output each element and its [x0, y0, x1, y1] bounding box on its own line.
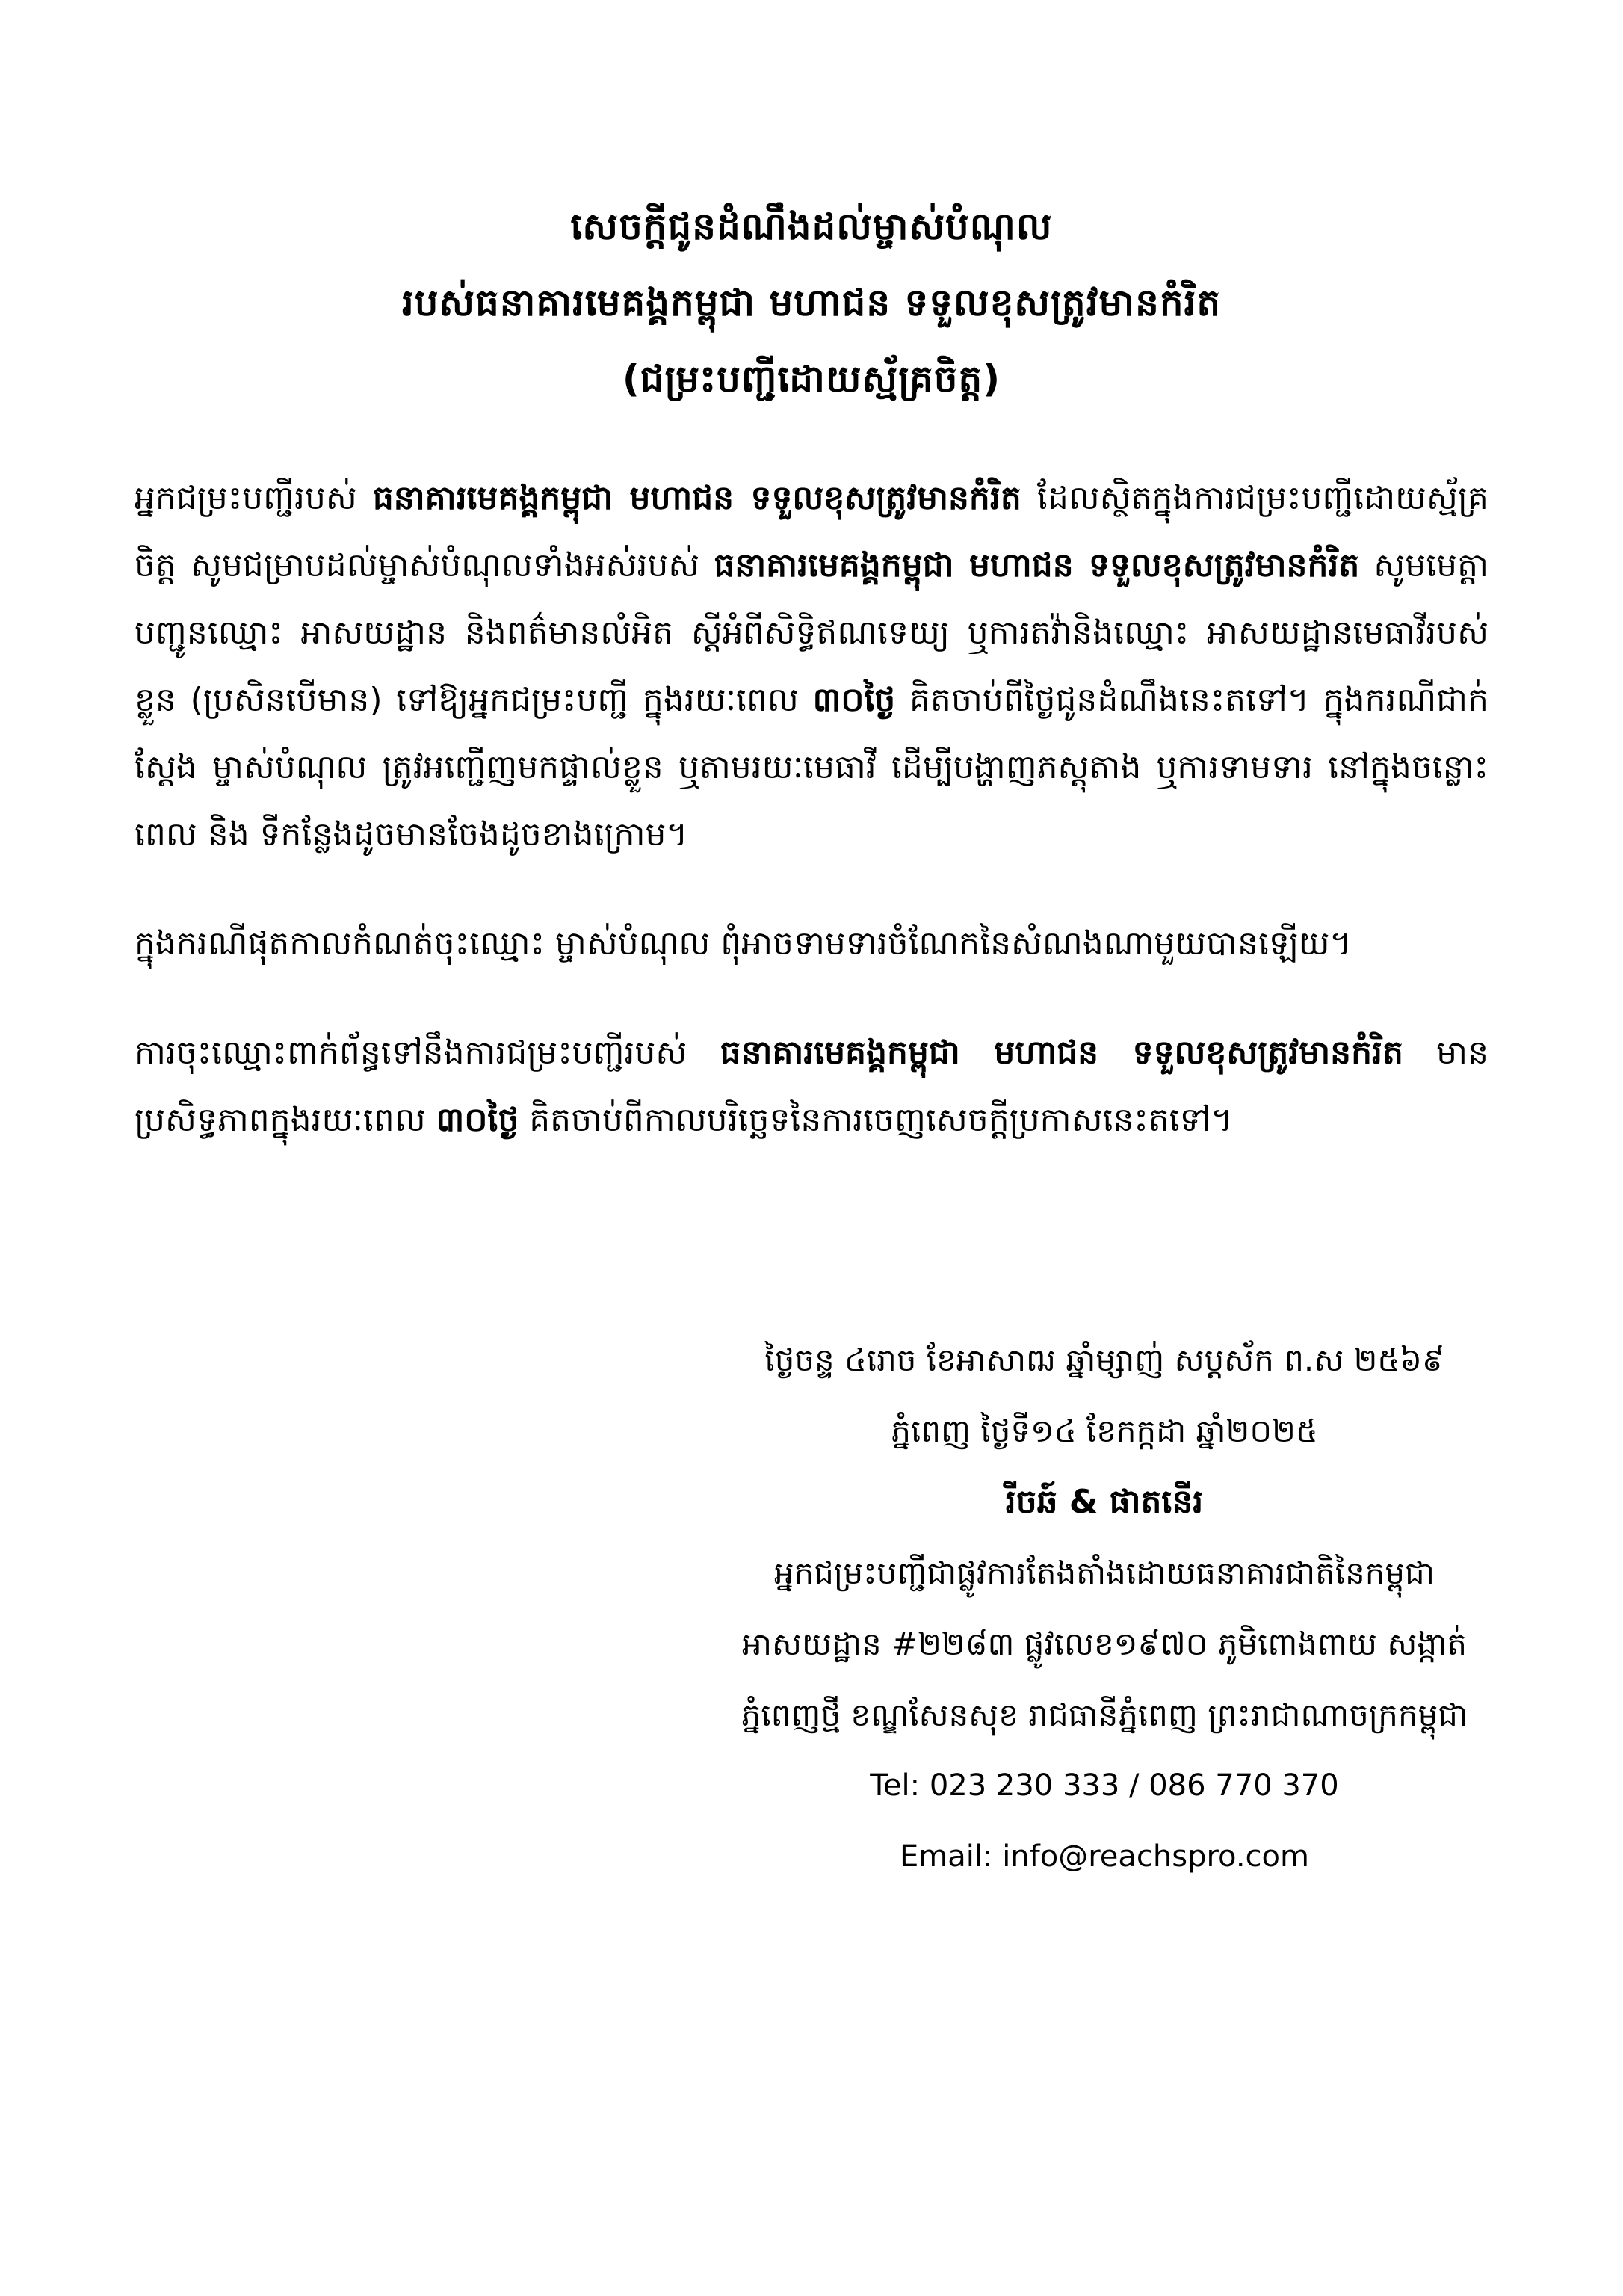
bold-text-segment: ធនាគារមេគង្គកម្ពុជា មហាជន ទទួលខុសត្រូវមានកំរិត	[720, 1034, 1403, 1072]
text-segment: សូមមេត្តាបញ្ជូនឈ្មោះ អាសយដ្ឋាន និងពត៌មានលំអិត ស្តីអំពីសិទ្ធិឥណទេយ្យ ឬការតវ៉ានិងឈ្មោះ អាសយដ្ឋានមេធាវីរបស់ខ្លួន (ប្រសិនបើមាន) ទៅឱ្យអ្នកជម្រះបញ្ជី ក្នុងរយៈពេល	[135, 546, 1488, 719]
text-segment: ដែលស្ថិតក្នុងការជម្រះបញ្ជីដោយស្ម័គ្រចិត្ត សូមជម្រាបដល់ម្ចាស់បំណុលទាំងអស់របស់	[135, 479, 1488, 584]
text-segment: អ្នកជម្រះបញ្ជីរបស់	[135, 479, 373, 517]
telephone-line: Tel: 023 230 333 / 086 770 370	[870, 1768, 1339, 1803]
paragraph-registration-validity	[135, 1019, 1488, 1154]
text-segment: គិតចាប់ពីថ្ងៃជូនដំណឹងនេះតទៅ។ ក្នុងករណីជាក់ស្តែង ម្ចាស់បំណុល ត្រូវអញ្ជើញមកផ្ទាល់ខ្លួន ឬតាមរយៈមេធាវី ដើម្បីបង្ហាញភស្តុតាង ឬការទាមទារ នៅក្នុងចន្លោះពេល និង ទីកន្លែងដូចមានចែងដូចខាងក្រោម។	[135, 681, 1488, 854]
address-line-2: ភ្នំពេញថ្មី ខណ្ឌសែនសុខ រាជធានីភ្នំពេញ ព្រះរាជាណាចក្រកម្ពុជា	[741, 1697, 1468, 1733]
title-line-1: សេចក្តីជូនដំណឹងដល់ម្ចាស់បំណុល	[570, 205, 1053, 248]
bold-text-segment: ធនាគារមេគង្គកម្ពុជា មហាជន ទទួលខុសត្រូវមានកំរិត	[372, 479, 1021, 517]
text-segment: មានប្រសិទ្ធភាពក្នុងរយៈពេល	[135, 1034, 1489, 1139]
text-segment: ការចុះឈ្មោះពាក់ព័ន្ធទៅនឹងការជម្រះបញ្ជីរបស់	[135, 1034, 720, 1072]
signature-block	[656, 1324, 1553, 1892]
text-segment: គិតចាប់ពីកាលបរិច្ឆេទនៃការចេញសេចក្តីប្រកាសនេះតទៅ។	[519, 1101, 1233, 1139]
bold-text-segment: ធនាគារមេគង្គកម្ពុជា មហាជន ទទួលខុសត្រូវមានកំរិត	[714, 546, 1360, 584]
gregorian-date-line: ភ្នំពេញ ថ្ងៃទី១៤ ខែកក្កដា ឆ្នាំ២០២៥	[891, 1413, 1318, 1449]
paragraph-notice-to-creditors	[135, 465, 1488, 868]
liquidator-role-line: អ្នកជម្រះបញ្ជីជាផ្លូវការតែងតាំងដោយធនាគារជាតិនៃកម្ពុជា	[773, 1555, 1435, 1591]
document-title	[0, 188, 1623, 417]
document-body	[135, 465, 1488, 1196]
liquidator-firm-name: រីចឆ៍ & ផាតនើរ	[1005, 1483, 1204, 1521]
bold-text-segment: ៣០ថ្ងៃ	[436, 1101, 519, 1139]
email-line: Email: info@reachspro.com	[900, 1839, 1309, 1874]
paragraph-deadline-warning	[135, 910, 1488, 978]
text-segment: ក្នុងករណីផុតកាលកំណត់ចុះឈ្មោះ ម្ចាស់បំណុល ពុំអាចទាមទារចំណែកនៃសំណងណាមួយបានឡើយ។	[135, 925, 1352, 963]
title-line-2: របស់ធនាគារមេគង្គកម្ពុជា មហាជន ទទួលខុសត្រូវមានកំរិត	[401, 281, 1222, 324]
address-line-1: អាសយដ្ឋាន #២២៨៣ ផ្លូវលេខ១៩៧០ ភូមិពោងពាយ សង្កាត់	[741, 1626, 1468, 1662]
bold-text-segment: ៣០ថ្ងៃ	[812, 681, 896, 719]
title-line-3: (ជម្រះបញ្ជីដោយស្ម័គ្រចិត្ត)	[622, 357, 1001, 401]
lunar-date-line: ថ្ងៃចន្ទ ៤រោច ខែអាសាឍ ឆ្នាំម្សាញ់ សប្ដស័ក ព.ស ២៥៦៩	[764, 1342, 1444, 1378]
